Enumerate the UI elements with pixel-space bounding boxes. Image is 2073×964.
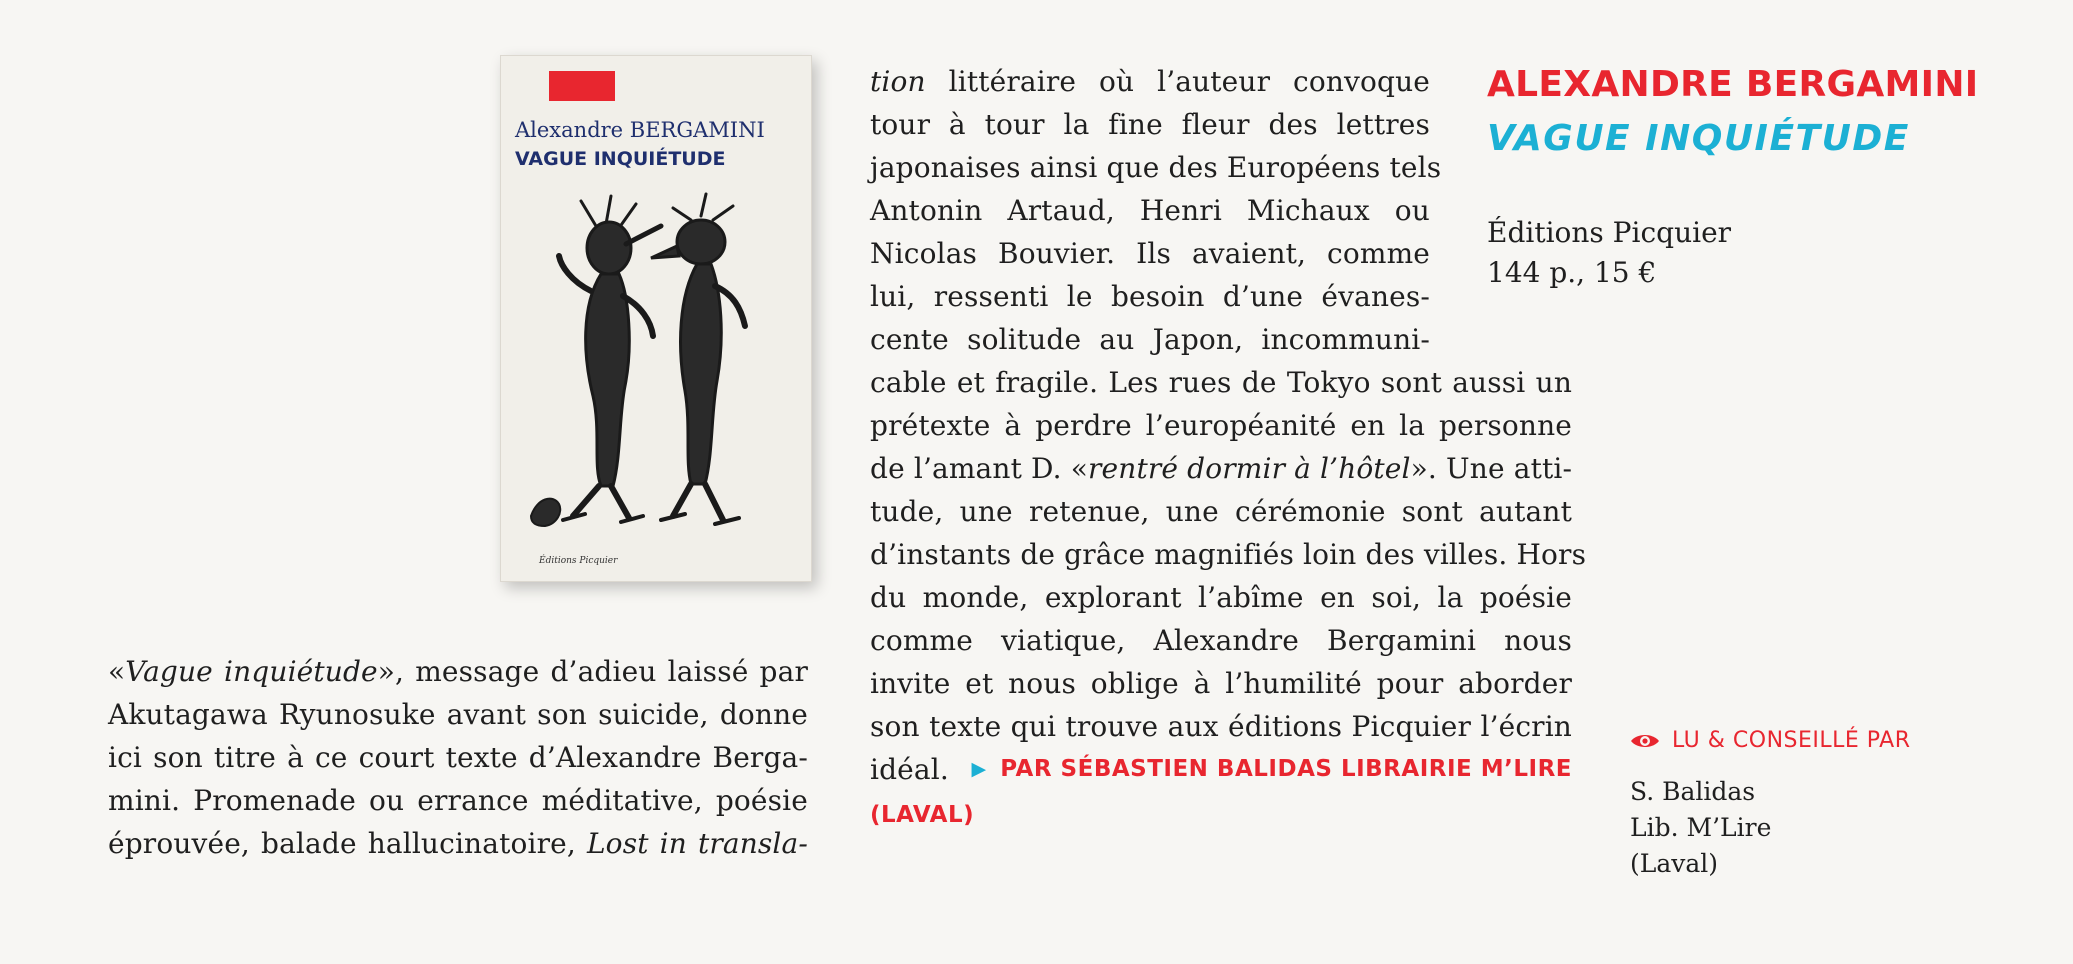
text-line: cable et fragile. Les rues de Tokyo sont aussi un bbox=[870, 366, 1572, 399]
publisher-name: Éditions Picquier bbox=[1487, 216, 1732, 249]
text-line: son texte qui trouve aux éditions Picquier l’écrin bbox=[870, 710, 1572, 743]
sidebar-author: ALEXANDRE BERGAMINI bbox=[1487, 64, 1979, 105]
text-line: ici son titre à ce court texte d’Alexandre Berga- bbox=[108, 741, 808, 774]
text-line: prétexte à perdre l’européanité en la personne bbox=[870, 409, 1572, 442]
text-line: invite et nous oblige à l’humilité pour aborder bbox=[870, 667, 1572, 700]
text-line: de l’amant D. «rentré dormir à l’hôtel». Une atti- bbox=[870, 452, 1573, 485]
advised-by-text: LU & CONSEILLÉ PAR bbox=[1672, 728, 1911, 753]
reader-name: S. Balidas bbox=[1630, 777, 1756, 806]
reader-info bbox=[1630, 774, 1771, 882]
article-column-2 bbox=[870, 60, 1442, 361]
cover-author: Alexandre BERGAMINI bbox=[515, 118, 765, 142]
text-line: Antonin Artaud, Henri Michaux ou bbox=[870, 194, 1430, 227]
article-column-3 bbox=[870, 361, 1587, 834]
cover-red-tab bbox=[549, 71, 615, 101]
text-line: comme viatique, Alexandre Bergamini nous bbox=[870, 624, 1572, 657]
reader-shop: Lib. M’Lire bbox=[1630, 813, 1772, 842]
text-line: tion littéraire où l’auteur convoque bbox=[870, 65, 1430, 98]
text-line: lui, ressenti le besoin d’une évanes- bbox=[870, 280, 1430, 313]
text-line-end: idéal. bbox=[870, 753, 949, 786]
text-line: tour à tour la fine fleur des lettres bbox=[870, 108, 1430, 141]
eye-icon bbox=[1630, 732, 1660, 750]
byline-line-1: PAR SÉBASTIEN BALIDAS LIBRAIRIE M’LIRE bbox=[1000, 756, 1572, 782]
advised-by-label bbox=[1630, 728, 1911, 753]
text-line-with-byline bbox=[870, 748, 1572, 791]
text-line: «Vague inquiétude», message d’adieu laissé par bbox=[108, 655, 808, 688]
text-line: éprouvée, balade hallucinatoire, Lost in transla- bbox=[108, 827, 808, 860]
text-line: du monde, explorant l’abîme en soi, la poésie bbox=[870, 581, 1572, 614]
text-line: mini. Promenade ou errance méditative, poésie bbox=[108, 784, 808, 817]
text-line: Nicolas Bouvier. Ils avaient, comme bbox=[870, 237, 1430, 270]
cover-title: VAGUE INQUIÉTUDE bbox=[515, 148, 726, 170]
text-line: tude, une retenue, une cérémonie sont autant bbox=[870, 495, 1572, 528]
text-line: d’instants de grâce magnifiés loin des villes. Hors bbox=[870, 538, 1587, 571]
article-column-1 bbox=[108, 650, 808, 865]
byline-line-2: (LAVAL) bbox=[870, 802, 975, 828]
cover-publisher: Éditions Picquier bbox=[539, 556, 618, 566]
text-line: cente solitude au Japon, incommuni- bbox=[870, 323, 1430, 356]
book-cover bbox=[500, 55, 812, 582]
book-details: 144 p., 15 € bbox=[1487, 256, 1657, 289]
sidebar-book-title: VAGUE INQUIÉTUDE bbox=[1487, 118, 1910, 159]
text-line: japonaises ainsi que des Européens tels bbox=[870, 151, 1442, 184]
reader-city: (Laval) bbox=[1630, 849, 1719, 878]
cover-illustration bbox=[501, 186, 811, 556]
publication-info bbox=[1487, 213, 1731, 293]
text-line: Akutagawa Ryunosuke avant son suicide, donne bbox=[108, 698, 808, 731]
byline-line-2-row bbox=[870, 791, 1572, 834]
byline-start bbox=[972, 748, 1572, 791]
arrow-right-icon: ▶ bbox=[971, 758, 987, 780]
